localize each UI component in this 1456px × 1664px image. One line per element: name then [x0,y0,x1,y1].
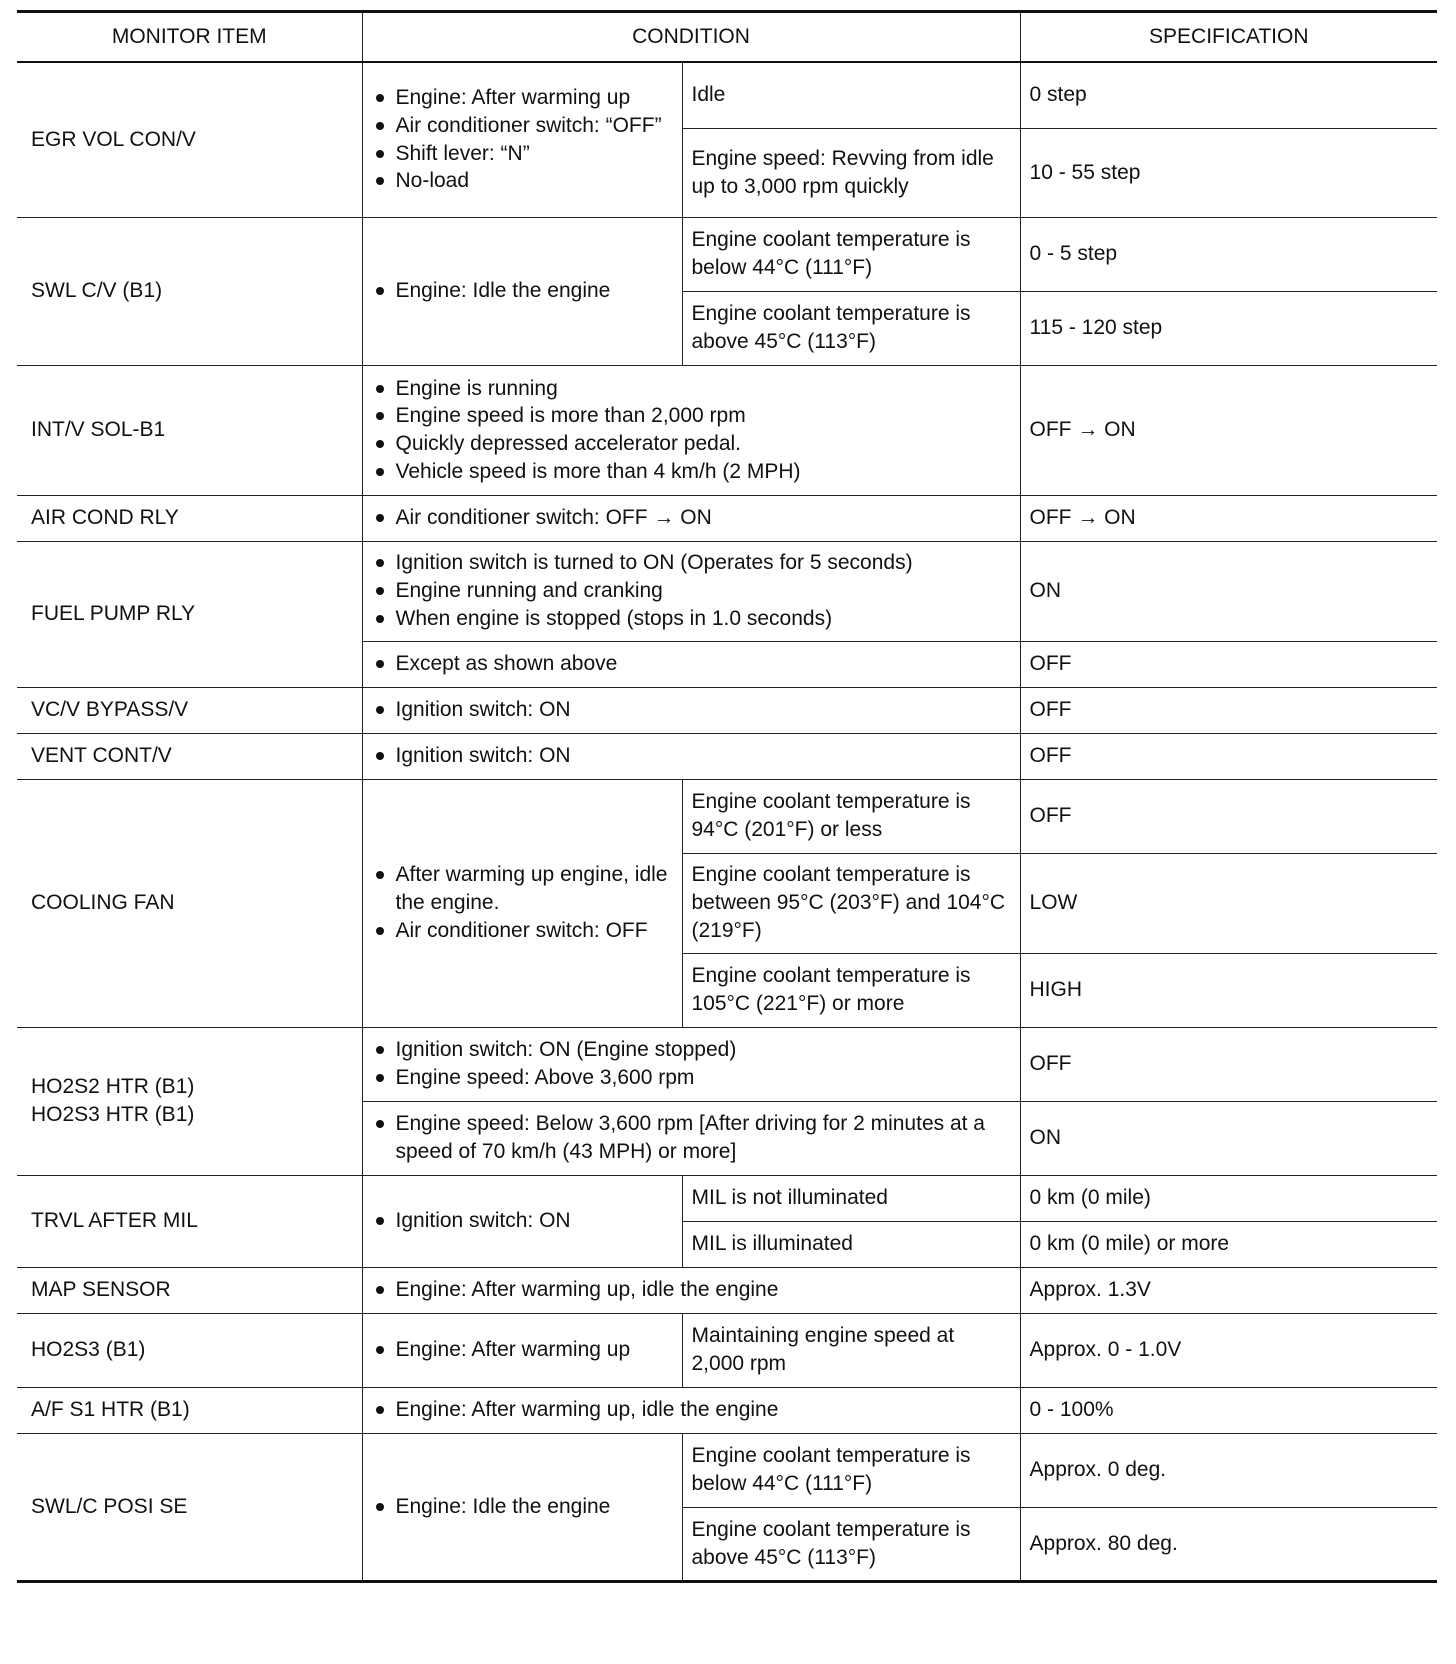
header-specification: SPECIFICATION [1020,12,1437,63]
sub-condition: Maintaining engine speed at 2,000 rpm [682,1313,1020,1387]
condition-bullet: Ignition switch: ON [372,1207,673,1235]
condition-bullet: Engine: After warming up [372,1336,673,1364]
spec-value: LOW [1020,853,1437,953]
spec-value: OFF [1020,733,1437,779]
sub-condition: Engine speed: Revving from idle up to 3,000 rpm quickly [682,128,1020,217]
spec-value: 0 step [1020,62,1437,128]
spec-value: OFF [1020,1027,1437,1101]
condition-bullet: Engine: After warming up, idle the engine [372,1276,1011,1304]
spec-value: Approx. 0 deg. [1020,1433,1437,1507]
header-condition: CONDITION [362,12,1020,63]
condition-bullet: Quickly depressed accelerator pedal. [372,430,1011,458]
table-row [17,495,1437,541]
condition-cell [362,495,1020,541]
table-row [17,1027,1437,1101]
spec-value: Approx. 1.3V [1020,1267,1437,1313]
spec-value: OFF [1020,779,1437,853]
header-monitor-item: MONITOR ITEM [17,12,362,63]
condition-cell [362,365,1020,495]
spec-value: Approx. 0 - 1.0V [1020,1313,1437,1387]
spec-value: 0 km (0 mile) or more [1020,1221,1437,1267]
table-row [17,1267,1437,1313]
condition-bullet: Engine: After warming up [372,84,673,112]
table-row [17,1433,1437,1507]
condition-bullet: Engine running and cranking [372,577,1011,605]
condition-cell [362,1027,1020,1101]
table-row [17,217,1437,291]
condition-cell [362,1313,682,1387]
condition-bullet: Except as shown above [372,650,1011,678]
condition-bullet: Ignition switch: ON [372,742,1011,770]
table-row [17,1387,1437,1433]
sub-condition: Engine coolant temperature is 94°C (201°F) or less [682,779,1020,853]
condition-cell [362,1175,682,1267]
spec-value: 0 km (0 mile) [1020,1175,1437,1221]
table-row [17,733,1437,779]
spec-value: 0 - 100% [1020,1387,1437,1433]
monitor-item: VC/V BYPASS/V [17,687,362,733]
sub-condition: Engine coolant temperature is 105°C (221°F) or more [682,953,1020,1027]
sub-condition: Engine coolant temperature is between 95°C (203°F) and 104°C (219°F) [682,853,1020,953]
monitor-item: A/F S1 HTR (B1) [17,1387,362,1433]
spec-value: ON [1020,1101,1437,1175]
sub-condition: MIL is not illuminated [682,1175,1020,1221]
monitor-spec-table [17,10,1437,1583]
sub-condition: Idle [682,62,1020,128]
condition-bullet: Engine: After warming up, idle the engine [372,1396,1011,1424]
monitor-item: AIR COND RLY [17,495,362,541]
condition-cell [362,1267,1020,1313]
spec-value: HIGH [1020,953,1437,1027]
condition-bullet: Engine: Idle the engine [372,277,673,305]
condition-cell [362,687,1020,733]
condition-cell [362,1101,1020,1175]
spec-value: OFF → ON [1020,495,1437,541]
monitor-item: HO2S3 (B1) [17,1313,362,1387]
spec-table-page [17,10,1437,1583]
condition-bullet: Engine: Idle the engine [372,1493,673,1521]
condition-bullet: No-load [372,167,673,195]
monitor-item [17,1027,362,1175]
header-row [17,12,1437,63]
monitor-item: FUEL PUMP RLY [17,541,362,687]
sub-condition: Engine coolant temperature is below 44°C (111°F) [682,1433,1020,1507]
spec-value: 0 - 5 step [1020,217,1437,291]
sub-condition: Engine coolant temperature is below 44°C (111°F) [682,217,1020,291]
table-row [17,365,1437,495]
monitor-item: TRVL AFTER MIL [17,1175,362,1267]
condition-bullet: After warming up engine, idle the engine. [372,861,673,916]
monitor-item-line: HO2S3 HTR (B1) [31,1103,195,1126]
condition-bullet: Ignition switch: ON [372,696,1011,724]
sub-condition: Engine coolant temperature is above 45°C (113°F) [682,1507,1020,1581]
monitor-item: SWL/C POSI SE [17,1433,362,1581]
condition-bullet: Air conditioner switch: OFF → ON [372,504,1011,532]
condition-bullet: Ignition switch is turned to ON (Operates for 5 seconds) [372,549,1011,577]
sub-condition: Engine coolant temperature is above 45°C (113°F) [682,291,1020,365]
condition-bullet: Ignition switch: ON (Engine stopped) [372,1036,1011,1064]
table-row [17,1313,1437,1387]
spec-value: 115 - 120 step [1020,291,1437,365]
monitor-item: INT/V SOL-B1 [17,365,362,495]
condition-bullet: Air conditioner switch: OFF [372,917,673,945]
monitor-item: SWL C/V (B1) [17,217,362,365]
spec-value: OFF [1020,641,1437,687]
spec-value: ON [1020,541,1437,641]
condition-cell [362,641,1020,687]
table-row [17,62,1437,128]
table-row [17,779,1437,853]
table-row [17,687,1437,733]
monitor-item: VENT CONT/V [17,733,362,779]
condition-bullet: When engine is stopped (stops in 1.0 seconds) [372,605,1011,633]
table-row [17,1175,1437,1221]
spec-value: OFF → ON [1020,365,1437,495]
condition-bullet: Engine is running [372,375,1011,403]
condition-bullet: Engine speed is more than 2,000 rpm [372,402,1011,430]
condition-bullet: Engine speed: Above 3,600 rpm [372,1064,1011,1092]
monitor-item: MAP SENSOR [17,1267,362,1313]
condition-bullet: Shift lever: “N” [372,140,673,168]
monitor-item: COOLING FAN [17,779,362,1027]
condition-cell [362,1387,1020,1433]
spec-value: Approx. 80 deg. [1020,1507,1437,1581]
monitor-item: EGR VOL CON/V [17,62,362,217]
spec-value: OFF [1020,687,1437,733]
condition-bullet: Air conditioner switch: “OFF” [372,112,673,140]
sub-condition: MIL is illuminated [682,1221,1020,1267]
spec-value: 10 - 55 step [1020,128,1437,217]
monitor-item-line: HO2S2 HTR (B1) [31,1075,195,1099]
condition-cell [362,733,1020,779]
condition-cell [362,217,682,365]
condition-cell [362,779,682,1027]
condition-cell [362,62,682,217]
table-row [17,541,1437,641]
condition-cell [362,1433,682,1581]
condition-bullet: Engine speed: Below 3,600 rpm [After driving for 2 minutes at a speed of 70 km/h (43 MPH) or more] [372,1110,1011,1165]
condition-bullet: Vehicle speed is more than 4 km/h (2 MPH) [372,458,1011,486]
condition-cell [362,541,1020,641]
